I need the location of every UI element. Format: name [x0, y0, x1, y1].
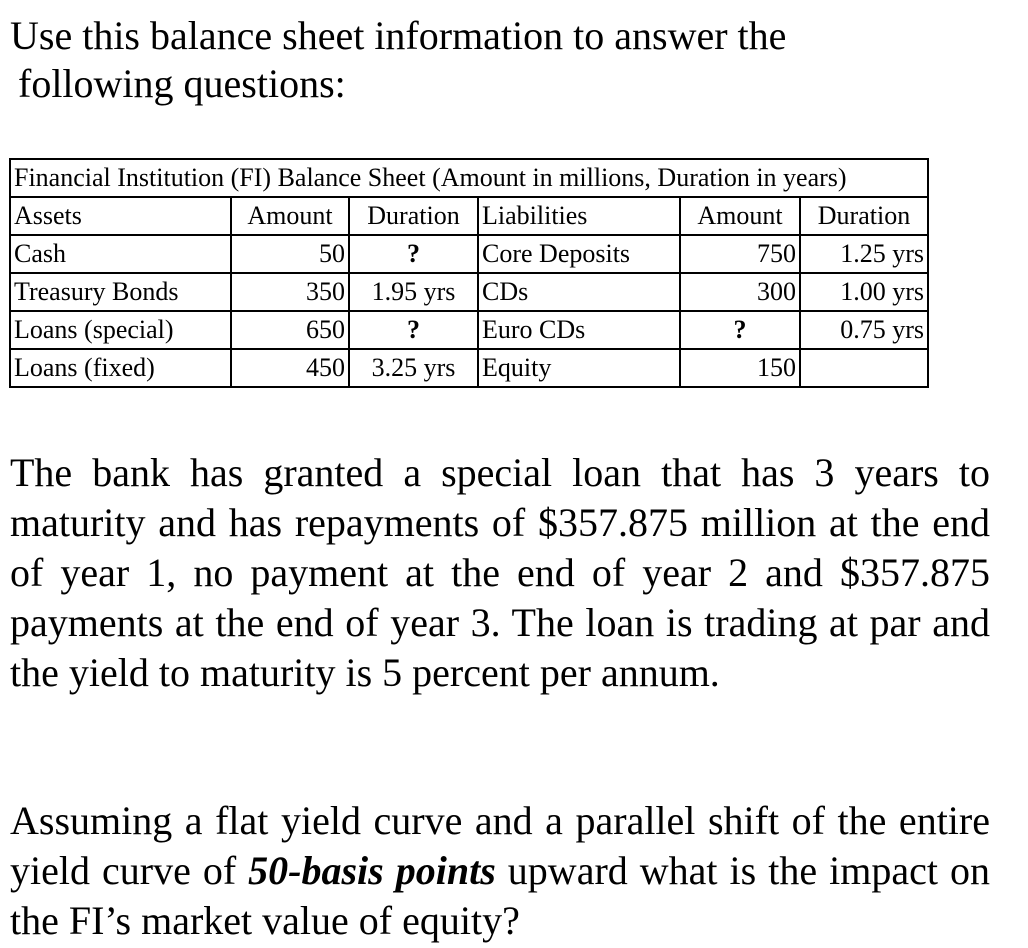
liability-amount: 300	[680, 273, 800, 311]
asset-name: Loans (fixed)	[10, 349, 231, 387]
intro-line-1: Use this balance sheet information to answer the	[10, 13, 787, 58]
liability-duration	[800, 349, 928, 387]
table-row	[10, 273, 928, 311]
liability-name: Equity	[478, 349, 680, 387]
question-text-start: Assuming a flat yield curve and a parallel shift of the entire yield curve of	[10, 798, 990, 893]
question-text-end: upward what is the impact on the FI’s market value of equity?	[10, 848, 990, 943]
liability-amount: 750	[680, 235, 800, 273]
table-row	[10, 235, 928, 273]
liability-duration: 1.25 yrs	[800, 235, 928, 273]
table-row	[10, 311, 928, 349]
table-title-row	[10, 159, 928, 197]
asset-amount: 50	[231, 235, 349, 273]
liability-duration: 1.00 yrs	[800, 273, 928, 311]
liability-amount: ?	[680, 311, 800, 349]
liability-duration: 0.75 yrs	[800, 311, 928, 349]
header-duration-liabilities: Duration	[800, 197, 928, 235]
intro-line-2: following questions:	[18, 61, 346, 106]
asset-name: Loans (special)	[10, 311, 231, 349]
intro-text	[10, 12, 990, 108]
asset-amount: 650	[231, 311, 349, 349]
liability-name: Euro CDs	[478, 311, 680, 349]
asset-name: Treasury Bonds	[10, 273, 231, 311]
balance-sheet-table	[9, 158, 929, 388]
liability-amount: 150	[680, 349, 800, 387]
asset-duration: ?	[349, 311, 478, 349]
asset-name: Cash	[10, 235, 231, 273]
header-duration-assets: Duration	[349, 197, 478, 235]
asset-duration: ?	[349, 235, 478, 273]
header-assets: Assets	[10, 197, 231, 235]
header-amount-assets: Amount	[231, 197, 349, 235]
asset-amount: 350	[231, 273, 349, 311]
question-paragraph	[10, 796, 990, 946]
table-header-row	[10, 197, 928, 235]
header-liabilities: Liabilities	[478, 197, 680, 235]
table-row	[10, 349, 928, 387]
loan-description-paragraph: The bank has granted a special loan that has 3 years to maturity and has repayments of $357.875 million at the end of year 1, no payment at the end of year 2 and $357.875 payments at the end of year 3. The loan is trading at par and the yield to maturity is 5 percent per annum.	[10, 450, 990, 695]
asset-duration: 3.25 yrs	[349, 349, 478, 387]
asset-amount: 450	[231, 349, 349, 387]
asset-duration: 1.95 yrs	[349, 273, 478, 311]
header-amount-liabilities: Amount	[680, 197, 800, 235]
liability-name: Core Deposits	[478, 235, 680, 273]
liability-name: CDs	[478, 273, 680, 311]
basis-points-emphasis: 50-basis points	[248, 848, 496, 893]
table-title: Financial Institution (FI) Balance Sheet (Amount in millions, Duration in years)	[10, 159, 928, 197]
